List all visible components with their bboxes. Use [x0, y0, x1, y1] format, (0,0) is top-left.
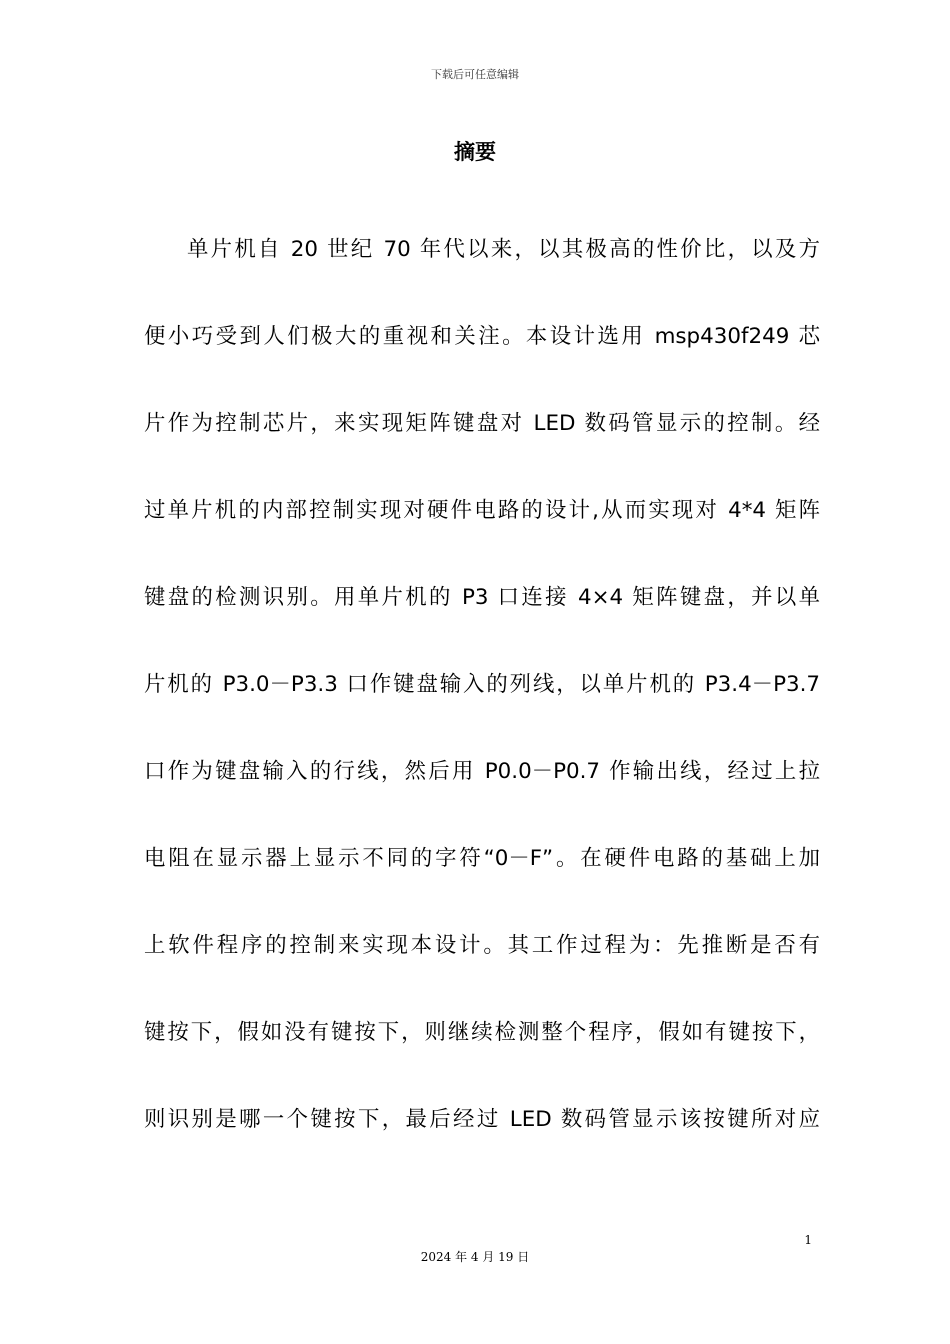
- page-title: 摘要: [454, 140, 496, 164]
- body-line: 键盘的检测识别。用单片机的 P3 口连接 4×4 矩阵键盘，并以单: [144, 585, 820, 610]
- page-number: 1: [804, 1233, 812, 1247]
- body-line: 键按下，假如没有键按下，则继续检测整个程序，假如有键按下，: [144, 1020, 820, 1045]
- body-line: 片机的 P3.0－P3.3 口作键盘输入的列线，以单片机的 P3.4－P3.7: [144, 672, 820, 697]
- body-line: 电阻在显示器上显示不同的字符“0－F”。在硬件电路的基础上加: [144, 846, 820, 871]
- abstract-body: [144, 230, 820, 1187]
- body-line: 过单片机的内部控制实现对硬件电路的设计,从而实现对 4*4 矩阵: [144, 498, 820, 523]
- body-line: 上软件程序的控制来实现本设计。其工作过程为：先推断是否有: [144, 933, 820, 958]
- body-line: 则识别是哪一个键按下，最后经过 LED 数码管显示该按键所对应: [144, 1107, 820, 1132]
- body-line: 单片机自 20 世纪 70 年代以来，以其极高的性价比，以及方: [187, 237, 820, 262]
- header-note: 下载后可任意编辑: [431, 68, 519, 81]
- body-line: 片作为控制芯片，来实现矩阵键盘对 LED 数码管显示的控制。经: [144, 411, 820, 436]
- body-line: 口作为键盘输入的行线，然后用 P0.0－P0.7 作输出线，经过上拉: [144, 759, 820, 784]
- body-line: 便小巧受到人们极大的重视和关注。本设计选用 msp430f249 芯: [144, 324, 820, 349]
- footer-date: 2024 年 4 月 19 日: [420, 1250, 530, 1264]
